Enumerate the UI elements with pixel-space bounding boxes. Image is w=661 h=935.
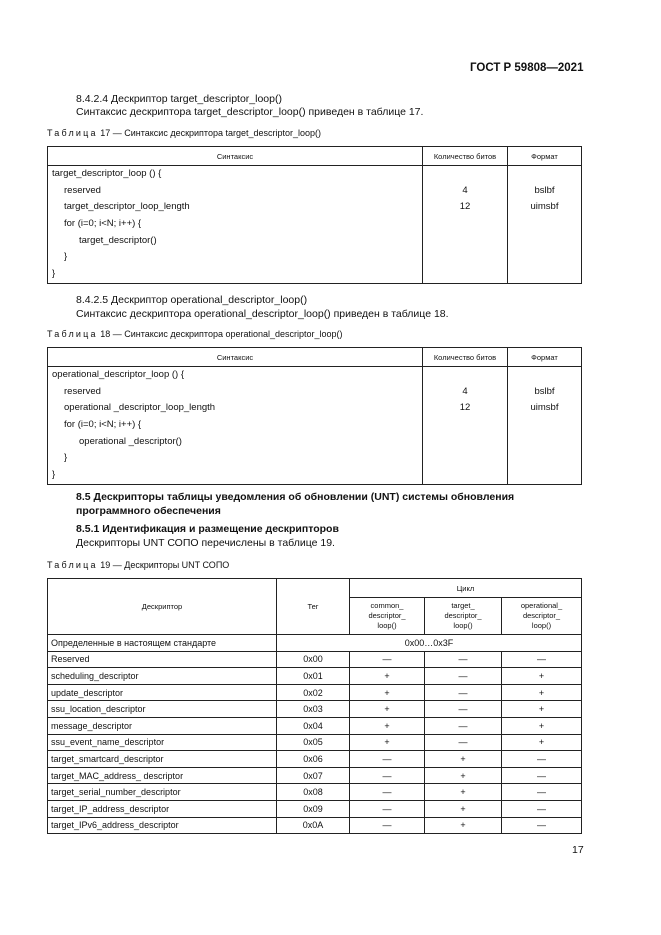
table17-line: target_descriptor_loop () { [52, 168, 162, 179]
subheader-line: descriptor_ [368, 611, 406, 620]
table18-header-syntax: Синтаксис [48, 348, 423, 367]
table19-cell-name: target_MAC_address_ descriptor [48, 767, 277, 784]
table17-format: bslbf [534, 184, 555, 196]
table18-header-format: Формат [508, 348, 582, 367]
table19-header-tag: Тег [277, 579, 350, 635]
table18-caption-text: 18 — Синтаксис дескриптора operational_descriptor_loop() [100, 329, 343, 339]
table-row [48, 817, 582, 834]
table19-cell-name: target_serial_number_descriptor [48, 784, 277, 801]
table19-cell-name: update_descriptor [48, 684, 277, 701]
subheader-line: loop() [377, 621, 397, 630]
table-row [48, 800, 582, 817]
section-8425-heading: 8.4.2.5 Дескриптор operational_descriptor_loop() [76, 294, 308, 306]
table18-bits: 12 [459, 402, 471, 414]
table19-cell-target: — [425, 684, 502, 701]
table19-cell-operational: + [502, 717, 582, 734]
table19-cell-operational: — [502, 817, 582, 834]
table17-bits: 12 [459, 201, 471, 213]
table19-cell-tag: 0x09 [277, 800, 350, 817]
table19-header-target-loop [425, 598, 502, 635]
subheader-line: descriptor_ [444, 611, 482, 620]
table-row [48, 734, 582, 751]
table18-syntax-cell [48, 367, 423, 485]
table19-cell-common: + [350, 701, 425, 718]
section-85-heading-line2: программного обеспечения [76, 505, 221, 517]
table19-header-operational-loop [502, 598, 582, 635]
table17-line: } [64, 251, 68, 263]
table19-cell-tag: 0x0A [277, 817, 350, 834]
table19-body [48, 651, 582, 834]
subheader-line: descriptor_ [522, 611, 561, 620]
table18-line: operational _descriptor_loop_length [64, 402, 216, 414]
table19-cell-name: ssu_event_name_descriptor [48, 734, 277, 751]
table19-cell-tag: 0x08 [277, 784, 350, 801]
table19-cell-tag: 0x03 [277, 701, 350, 718]
table17-line: target_descriptor_loop_length [64, 201, 190, 213]
table19-cell-tag: 0x04 [277, 717, 350, 734]
table17-format: uimsbf [530, 201, 559, 213]
subheader-line: target_ [451, 601, 475, 610]
table18-line: reserved [64, 385, 101, 397]
table18-line: } [52, 469, 56, 481]
table18-format: bslbf [534, 385, 555, 397]
table19-cell-common: — [350, 767, 425, 784]
table19-cell-tag: 0x07 [277, 767, 350, 784]
table-row [48, 651, 582, 668]
table19-cell-common: — [350, 800, 425, 817]
section-851-text: Дескрипторы UNT СОПО перечислены в таблице 19. [76, 537, 335, 549]
table19-cell-operational: + [502, 684, 582, 701]
table17-bits: 4 [462, 184, 468, 196]
table19-cell-name: Reserved [48, 651, 277, 668]
page-number: 17 [572, 844, 584, 856]
subheader-line: operational_ [520, 601, 563, 610]
table19-cell-common: — [350, 751, 425, 768]
table-19 [47, 578, 582, 834]
table17-header-bits: Количество битов [423, 147, 508, 166]
table19-cell-target: — [425, 668, 502, 685]
table17-line: } [52, 268, 56, 280]
table19-cell-operational: — [502, 767, 582, 784]
table19-cell-name: ssu_location_descriptor [48, 701, 277, 718]
table19-cell-name: scheduling_descriptor [48, 668, 277, 685]
table-row [48, 751, 582, 768]
table18-header-bits: Количество битов [423, 348, 508, 367]
table18-bits [423, 367, 507, 384]
table19-cell-tag: 0x02 [277, 684, 350, 701]
table17-bits-cell [423, 166, 508, 284]
table19-cell-target: + [425, 817, 502, 834]
table19-cell-target: — [425, 651, 502, 668]
subheader-line: common_ [370, 601, 404, 610]
table19-cell-operational: — [502, 784, 582, 801]
table17-line: reserved [64, 184, 101, 196]
table19-cell-common: — [350, 817, 425, 834]
table-row [48, 717, 582, 734]
table19-cell-target: — [425, 701, 502, 718]
table19-cell-name: target_smartcard_descriptor [48, 751, 277, 768]
table19-cell-common: + [350, 668, 425, 685]
table19-header-descriptor: Дескриптор [48, 579, 277, 635]
table19-cell-common: + [350, 684, 425, 701]
table18-bits: 4 [462, 385, 468, 397]
table17-format [508, 166, 581, 183]
table18-line: operational_descriptor_loop () { [52, 369, 185, 380]
table19-caption-word: Таблица [47, 560, 98, 570]
table19-cell-target: — [425, 734, 502, 751]
table19-cell-common: + [350, 717, 425, 734]
table18-line: } [64, 452, 68, 464]
table-row [48, 767, 582, 784]
standard-number: ГОСТ Р 59808—2021 [470, 62, 584, 74]
table19-cell-operational: + [502, 734, 582, 751]
table17-header-syntax: Синтаксис [48, 147, 423, 166]
table19-cell-operational: + [502, 701, 582, 718]
table19-cell-operational: — [502, 800, 582, 817]
table17-line: target_descriptor() [79, 234, 157, 246]
table-row [48, 684, 582, 701]
table19-defined-range: 0x00…0x3F [277, 635, 582, 652]
table-row [48, 701, 582, 718]
table19-cell-target: + [425, 784, 502, 801]
table19-caption [47, 560, 229, 570]
section-8424-heading: 8.4.2.4 Дескриптор target_descriptor_loop() [76, 93, 282, 105]
table19-cell-common: + [350, 734, 425, 751]
table18-line: for (i=0; i<N; i++) { [64, 419, 142, 431]
table17-caption-text: 17 — Синтаксис дескриптора target_descriptor_loop() [100, 128, 322, 138]
table-row [48, 668, 582, 685]
table19-defined-label: Определенные в настоящем стандарте [48, 635, 277, 652]
table19-header-cycle: Цикл [350, 579, 582, 598]
table-row [48, 784, 582, 801]
table19-cell-target: + [425, 767, 502, 784]
table19-cell-operational: + [502, 668, 582, 685]
table19-cell-target: + [425, 751, 502, 768]
table17-bits [423, 166, 507, 183]
table19-cell-target: — [425, 717, 502, 734]
table19-cell-tag: 0x01 [277, 668, 350, 685]
table19-cell-name: target_IP_address_descriptor [48, 800, 277, 817]
table19-header-common-loop [350, 598, 425, 635]
table18-caption-word: Таблица [47, 329, 98, 339]
table19-cell-tag: 0x00 [277, 651, 350, 668]
table19-cell-tag: 0x05 [277, 734, 350, 751]
subheader-line: loop() [531, 621, 552, 630]
section-8424-text: Синтаксис дескриптора target_descriptor_loop() приведен в таблице 17. [76, 106, 424, 118]
table19-cell-operational: — [502, 751, 582, 768]
table19-cell-target: + [425, 800, 502, 817]
section-85-heading-line1: 8.5 Дескрипторы таблицы уведомления об обновлении (UNT) системы обновления [76, 491, 515, 503]
table17-caption-word: Таблица [47, 128, 98, 138]
table19-caption-text: 19 — Дескрипторы UNT СОПО [100, 560, 230, 570]
table18-caption [47, 329, 343, 339]
table19-cell-name: message_descriptor [48, 717, 277, 734]
table19-cell-name: target_IPv6_address_descriptor [48, 817, 277, 834]
table17-line: for (i=0; i<N; i++) { [64, 218, 142, 230]
table19-cell-tag: 0x06 [277, 751, 350, 768]
table18-bits-cell [423, 367, 508, 485]
table17-syntax-cell [48, 166, 423, 284]
table18-format [508, 367, 581, 384]
table-17 [47, 146, 582, 284]
table-18 [47, 347, 582, 485]
subheader-line: loop() [453, 621, 473, 630]
table17-caption [47, 128, 321, 138]
section-8425-text: Синтаксис дескриптора operational_descriptor_loop() приведен в таблице 18. [76, 308, 449, 320]
table19-cell-common: — [350, 651, 425, 668]
table18-format-cell [508, 367, 582, 485]
table18-line: operational _descriptor() [79, 435, 182, 447]
table19-cell-common: — [350, 784, 425, 801]
table18-format: uimsbf [530, 402, 559, 414]
table19-cell-operational: — [502, 651, 582, 668]
section-851-heading: 8.5.1 Идентификация и размещение дескрипторов [76, 523, 339, 535]
table17-format-cell [508, 166, 582, 284]
table17-header-format: Формат [508, 147, 582, 166]
